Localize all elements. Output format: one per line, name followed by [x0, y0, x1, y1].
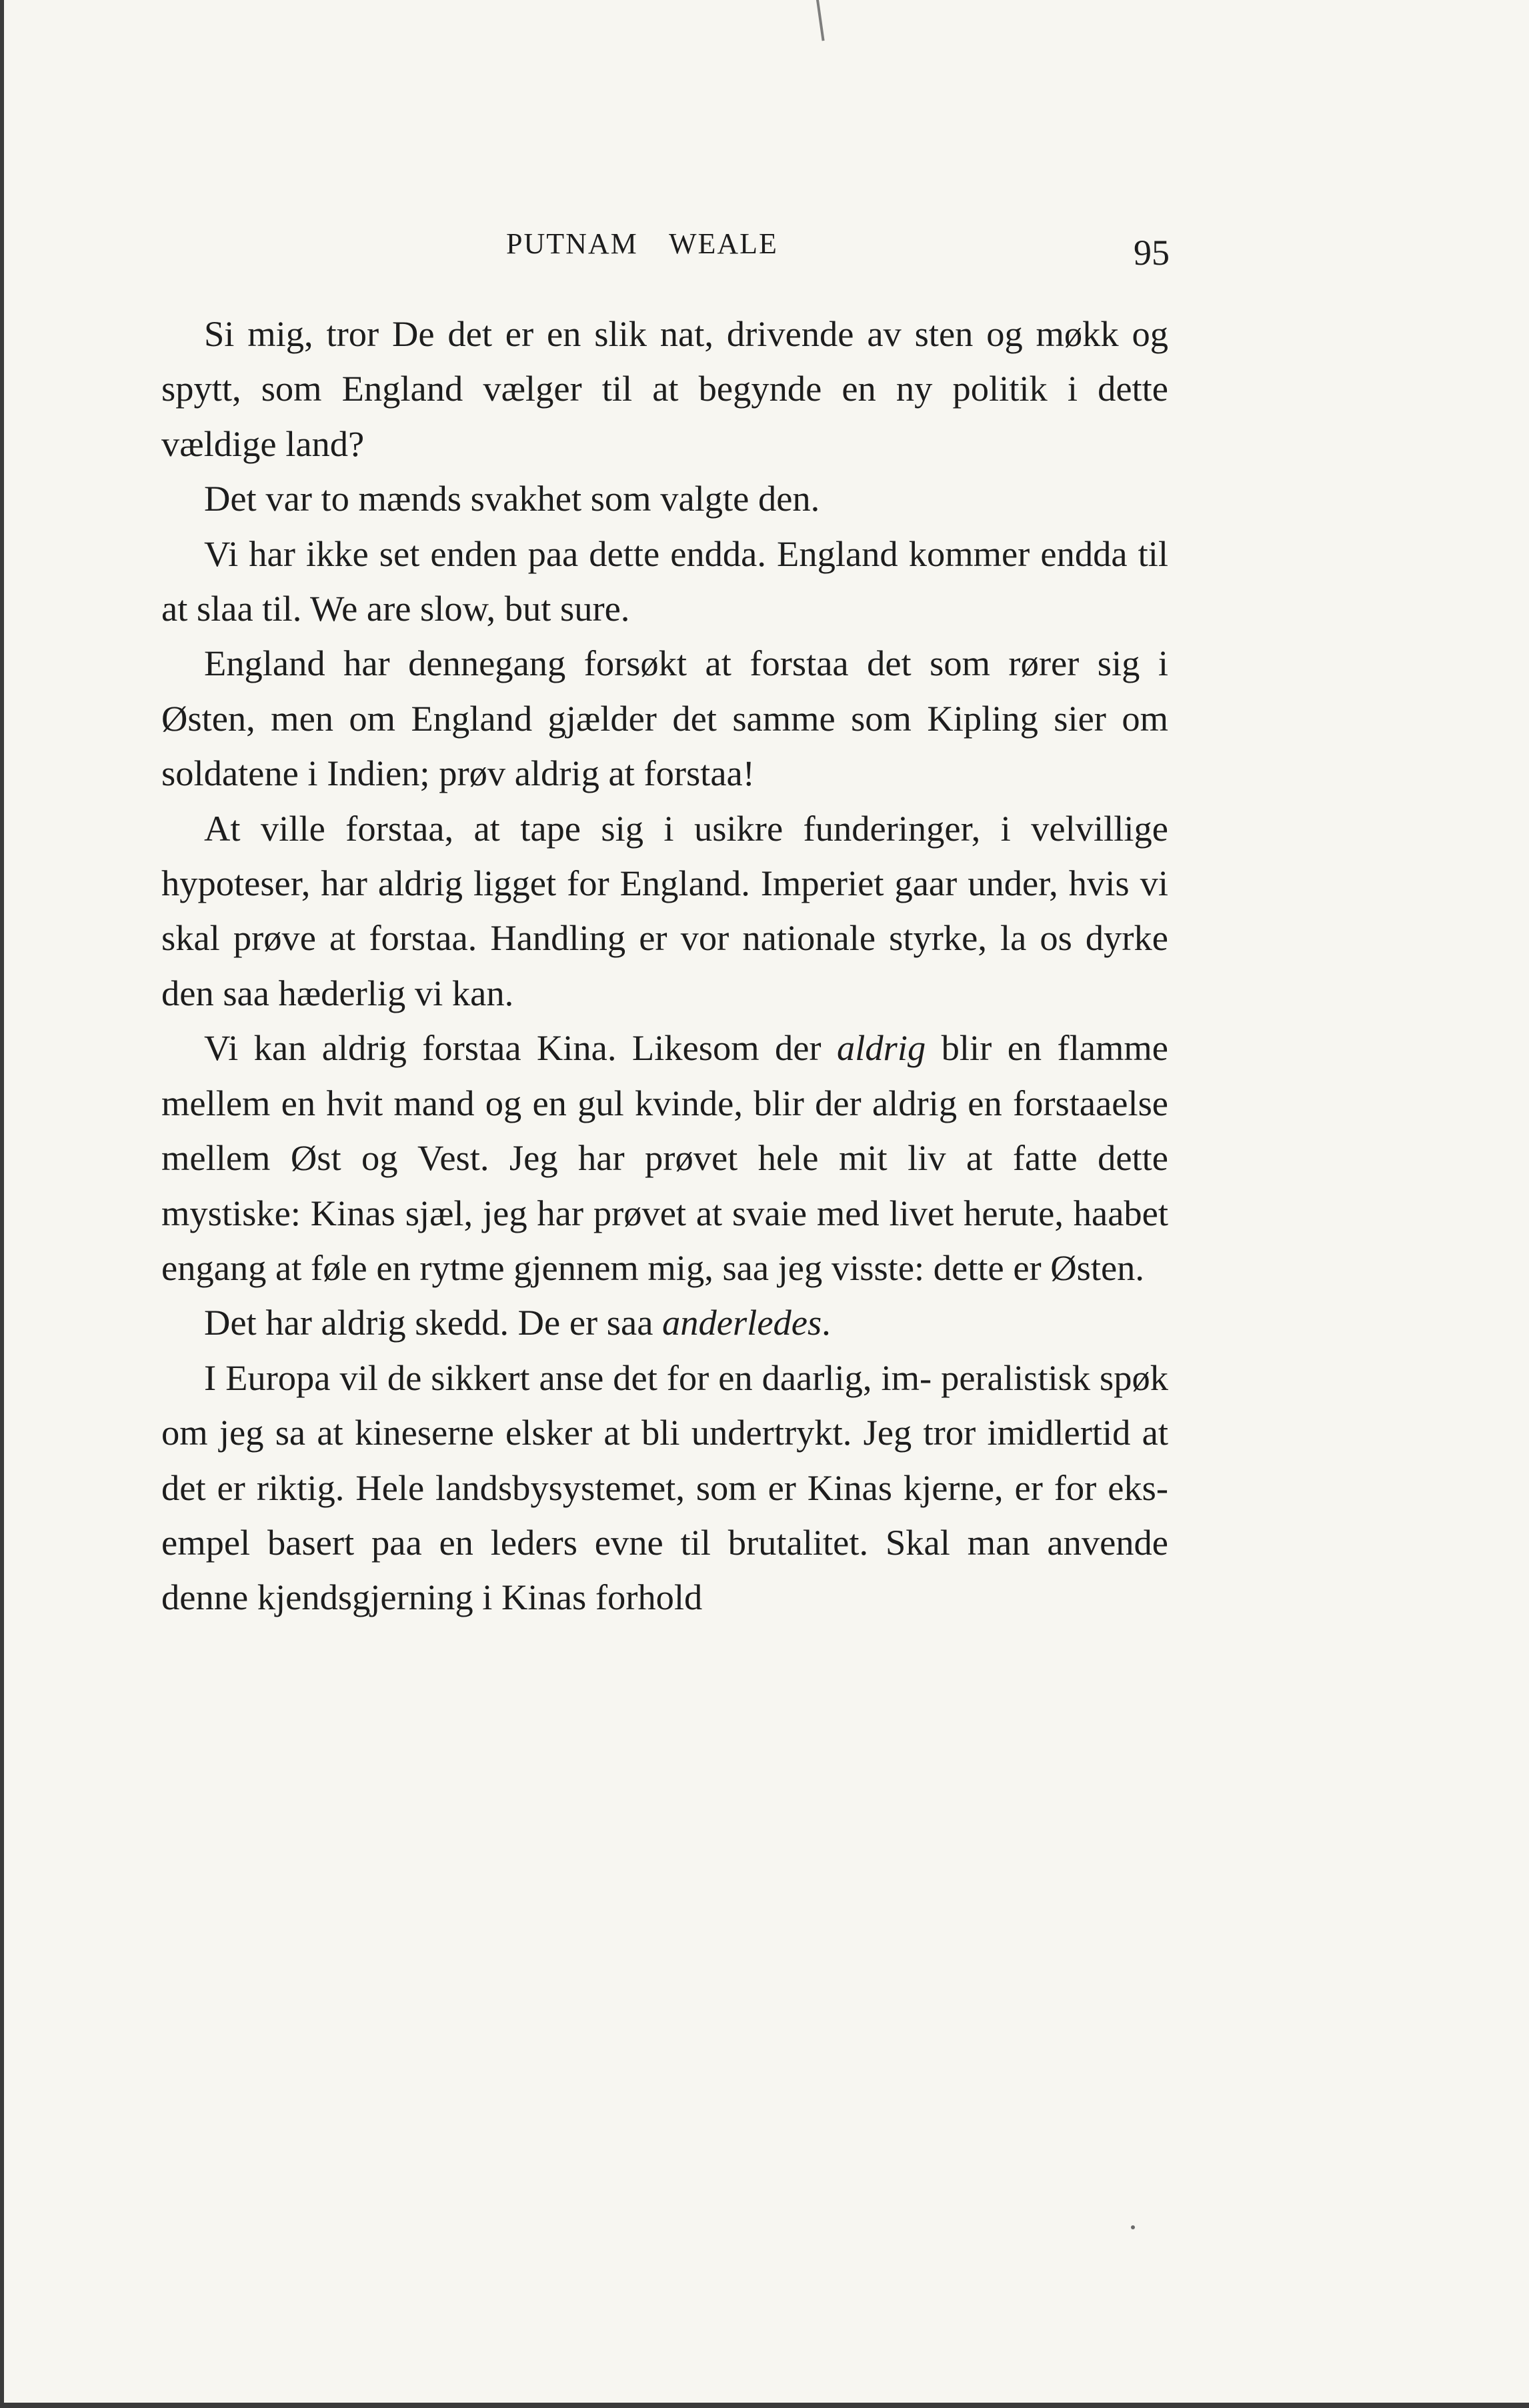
page-number: 95 — [1134, 233, 1170, 273]
italic-text: aldrig — [836, 1027, 926, 1069]
page-header — [169, 225, 1170, 285]
paragraph — [161, 1021, 1168, 1295]
paragraph-text: Det har aldrig skedd. De er saa — [204, 1302, 663, 1343]
italic-text: anderledes — [662, 1302, 822, 1343]
body-text — [161, 307, 1168, 1625]
paper-mark — [816, 0, 825, 41]
running-head: PUTNAM WEALE — [506, 227, 778, 260]
paragraph: Det var to mænds svakhet som valgte den. — [204, 478, 820, 519]
paragraph: At ville forstaa, at tape sig i usikre funderinger, i velvillige hypoteser, har aldrig ligget for England. Imperiet gaar under, hvis vi skal prøve at forstaa. Handling er vor nationale styrke, la os dyrke den saa hæderlig vi kan. — [161, 807, 1168, 1013]
paragraph-text: blir en flamme mellem en hvit mand og en gul kvinde, blir der aldrig en forstaaelse mellem Øst og Vest. Jeg har prøvet hele mit liv at fatte dette mystiske: Kinas sjæl, jeg har prøvet at svaie med livet herute, haabet engang at føle en rytme gjennem mig, saa jeg visste: dette er Østen. — [161, 1027, 1169, 1288]
paragraph: Vi har ikke set enden paa dette endda. England kommer endda til at slaa til. We are slow, but sure. — [161, 533, 1168, 629]
paragraph: I Europa vil de sikkert anse det for en daarlig, im- peralistisk spøk om jeg sa at kineserne elsker at bli undertrykt. Jeg tror imidlertid at det er riktig. Hele landsbysystemet, som er Kinas kjerne, er for eks- empel basert paa en leders evne til brutalitet. Skal man anvende denne kjendsgjerning i Kinas forhold — [161, 1357, 1168, 1618]
paragraph: Si mig, tror De det er en slik nat, drivende av sten og møkk og spytt, som England vælger til at begynde en ny politik i dette vældige land? — [161, 313, 1168, 464]
paragraph — [161, 1295, 1168, 1350]
paragraph-text: . — [822, 1302, 831, 1343]
paragraph-text: Vi kan aldrig forstaa Kina. Likesom der — [204, 1027, 837, 1069]
paper-speck — [1131, 2225, 1135, 2229]
paragraph: England har dennegang forsøkt at forstaa det som rører sig i Østen, men om England gjælder det samme som Kipling sier om soldatene i Indien; prøv aldrig at forstaa! — [161, 643, 1168, 794]
